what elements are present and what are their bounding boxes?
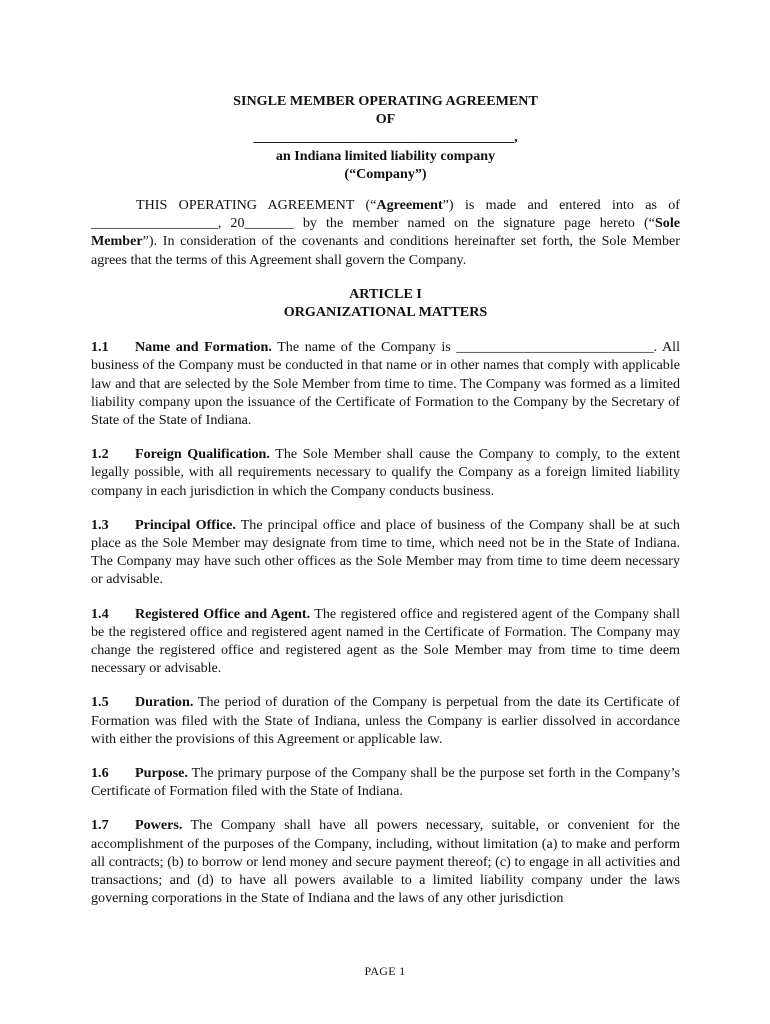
section-text: The registered office and registered agent of the Company shall be the registered office and registered agent named in the Certificate of Formation. The Company may change the registered office and registered agent as the Sole Member may from time to time deem necessary or advisable.	[91, 605, 680, 677]
section-1-5	[91, 693, 680, 748]
section-number: 1.5	[91, 694, 109, 711]
section-1-2	[91, 445, 680, 500]
section-heading: Purpose.	[135, 765, 188, 782]
section-heading: Powers.	[135, 817, 183, 834]
section-number: 1.1	[91, 339, 109, 356]
intro-text-2: ”) is made and entered into as of __________________, 20_______ by the member named on the signature page hereto (“	[91, 196, 680, 232]
section-1-3	[91, 516, 680, 589]
section-number: 1.3	[91, 516, 109, 533]
title-line-5: (“Company”)	[344, 165, 427, 182]
section-text: The name of the Company is ____________________________. All business of the Company must be conducted in that name or in other names that comply with applicable law and that are selected by the Sole Member from time to time. The Company was formed as a limited liability company upon the issuance of the Certificate of Formation to the Company by the Secretary of State of the State of Indiana.	[91, 339, 680, 428]
title-line-4: an Indiana limited liability company	[275, 147, 496, 164]
section-text: The period of duration of the Company is perpetual from the date its Certificate of Formation was filed with the State of Indiana, unless the Company is earlier dissolved in accordance with either the provisions of this Agreement or applicable law.	[91, 694, 680, 747]
title-line-1: SINGLE MEMBER OPERATING AGREEMENT	[233, 93, 538, 109]
section-text: The principal office and place of business of the Company shall be at such place as the Sole Member may designate from time to time, which need not be in the State of Indiana. The Company may have such other offices as the Sole Member may from time to time deem necessary or advisable.	[91, 516, 680, 588]
section-number: 1.6	[91, 765, 109, 782]
section-number: 1.4	[91, 605, 109, 622]
article-heading	[91, 285, 680, 321]
section-text: The Sole Member shall cause the Company to comply, to the extent legally possible, with all requirements necessary to qualify the Company as a foreign limited liability company in each jurisdiction in which the Company conducts business.	[91, 446, 680, 499]
section-text: The Company shall have all powers necessary, suitable, or convenient for the accomplishment of the purposes of the Company, including, without limitation (a) to make and perform all contracts; (b) to borrow or lend money and secure payment thereof; (c) to engage in all activities and transactions; and (d) to have all powers available to a limited liability company under the laws governing corporations in the State of Indiana and the laws of any other jurisdiction	[91, 817, 680, 907]
title-line-3: _____________________________________,	[253, 129, 518, 146]
section-heading: Name and Formation.	[135, 339, 272, 356]
document-body	[91, 92, 680, 907]
section-heading: Duration.	[135, 694, 194, 711]
sole-member-term: Sole Member	[91, 215, 680, 250]
section-heading: Registered Office and Agent.	[135, 605, 311, 622]
agreement-term: Agreement	[376, 196, 443, 213]
intro-paragraph	[91, 196, 680, 269]
title-line-2: OF	[375, 111, 396, 128]
page-number: PAGE 1	[364, 964, 406, 978]
section-1-4	[91, 605, 680, 678]
article-title: ORGANIZATIONAL MATTERS	[283, 303, 488, 320]
section-1-7	[91, 816, 680, 907]
article-label: ARTICLE I	[349, 285, 422, 302]
document-title	[91, 92, 680, 183]
intro-text-1: THIS OPERATING AGREEMENT (“	[136, 196, 377, 213]
section-number: 1.2	[91, 446, 109, 463]
section-text: The primary purpose of the Company shall be the purpose set forth in the Company’s Certificate of Formation filed with the State of Indiana.	[91, 765, 680, 800]
intro-text-3: ”). In consideration of the covenants and conditions hereinafter set forth, the Sole Member agrees that the terms of this Agreement shall govern the Company.	[91, 233, 680, 268]
section-heading: Principal Office.	[135, 516, 236, 533]
section-1-6	[91, 764, 680, 800]
section-1-1	[91, 338, 680, 429]
section-heading: Foreign Qualification.	[135, 446, 270, 463]
section-number: 1.7	[91, 817, 109, 834]
